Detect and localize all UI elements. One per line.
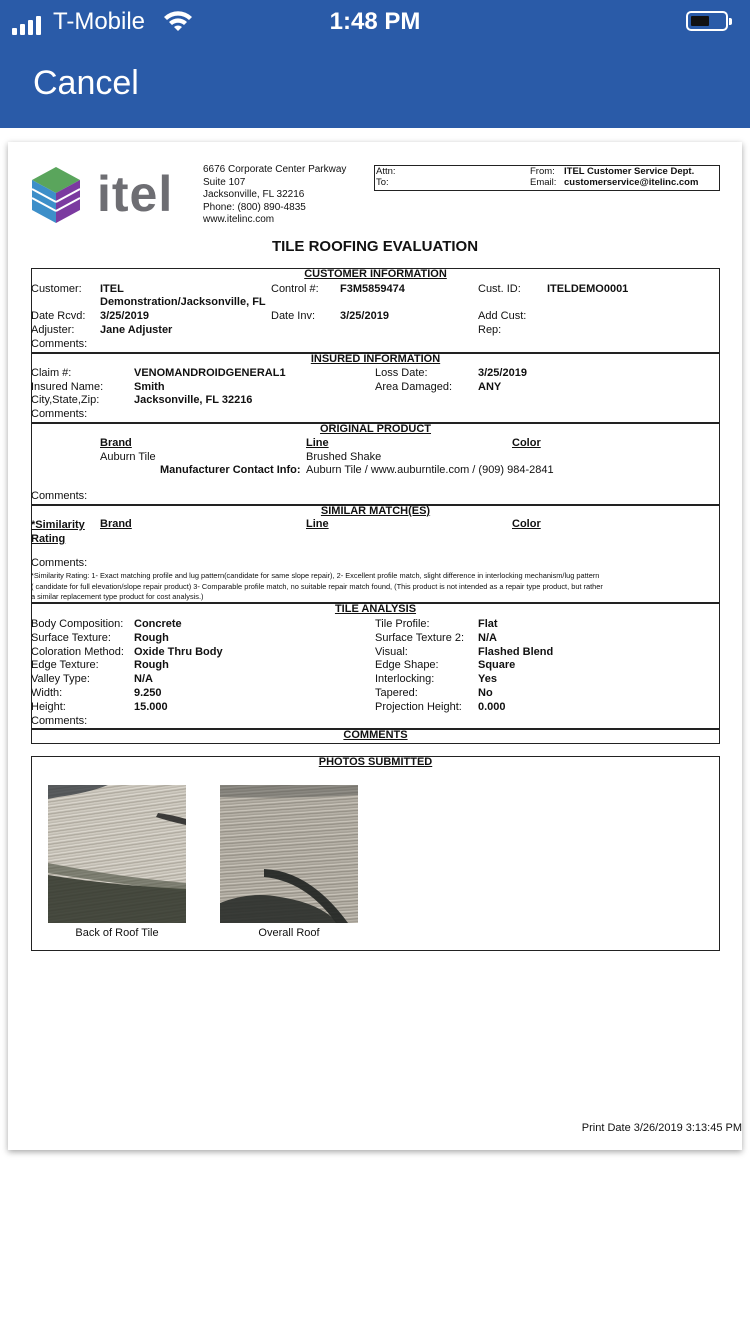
photo-overall-roof[interactable] (220, 785, 358, 923)
analysis-value: N/A (134, 673, 153, 686)
loss-date-label: Loss Date: (375, 367, 428, 379)
to-label: To: (376, 177, 389, 188)
analysis-label: Edge Texture: (31, 659, 99, 672)
photo-shading (220, 785, 358, 923)
analysis-value: N/A (478, 631, 497, 644)
analysis-value: Rough (134, 659, 169, 672)
attn-label: Attn: (376, 166, 396, 177)
itel-logo-icon (30, 167, 82, 223)
insured-name-value: Smith (134, 381, 165, 393)
similarity-footnote-line-3: a similar replacement type product for cost analysis.) (31, 592, 204, 601)
customer-value-2: Demonstration/Jacksonville, FL (100, 296, 266, 308)
similar-match-heading: SIMILAR MATCH(ES) (320, 505, 431, 517)
similar-comments-label: Comments: (31, 557, 88, 569)
attn-to-labels (376, 166, 396, 188)
city-state-zip-value: Jacksonville, FL 32216 (134, 394, 253, 406)
analysis-value: 9.250 (134, 686, 162, 699)
tile-comments-label: Comments: (31, 714, 88, 727)
analysis-label: Surface Texture: (31, 631, 111, 644)
add-cust-label: Add Cust: (478, 310, 527, 322)
analysis-label: Tile Profile: (375, 618, 430, 630)
analysis-label: Width: (31, 686, 63, 699)
print-date: Print Date 3/26/2019 3:13:45 PM (581, 1122, 742, 1134)
similar-line-header: Line (306, 518, 329, 530)
date-inv-label: Date Inv: (271, 310, 316, 322)
photo-caption: Overall Roof (258, 927, 320, 939)
cust-id-value: ITELDEMO0001 (547, 283, 629, 295)
customer-info-heading: CUSTOMER INFORMATION (304, 268, 447, 280)
date-rcvd-value: 3/25/2019 (100, 310, 149, 322)
tile-analysis-right-labels (375, 618, 464, 715)
similarity-rating-header-line-1: *Similarity (31, 519, 85, 531)
from-email-values (564, 166, 698, 188)
tile-analysis-left-labels (31, 618, 124, 728)
photo-back-of-roof-tile[interactable] (48, 785, 186, 923)
original-comments-label: Comments: (31, 490, 88, 502)
color-header: Color (512, 437, 541, 449)
area-damaged-value: ANY (478, 381, 502, 393)
analysis-value: Rough (134, 631, 169, 644)
original-product-heading: ORIGINAL PRODUCT (319, 423, 432, 435)
insured-comments-label: Comments: (31, 408, 88, 420)
brand-header: Brand (100, 437, 132, 449)
line-header: Line (306, 437, 329, 449)
from-label: From: (530, 166, 555, 177)
city-state-zip-label: City,State,Zip: (31, 394, 100, 406)
rep-label: Rep: (478, 324, 502, 336)
photos-heading: PHOTOS SUBMITTED (318, 756, 433, 768)
tile-analysis-left-values (134, 618, 223, 715)
customer-comments-label: Comments: (31, 338, 88, 350)
adjuster-label: Adjuster: (31, 324, 75, 336)
status-time: 1:48 PM (329, 8, 421, 35)
analysis-value: Yes (478, 673, 497, 686)
company-phone: Phone: (800) 890-4835 (203, 201, 306, 213)
analysis-label: Edge Shape: (375, 659, 439, 672)
control-value: F3M5859474 (340, 283, 405, 295)
analysis-label: Body Composition: (31, 618, 124, 630)
photo-caption: Back of Roof Tile (75, 927, 159, 939)
logo-text: itel (97, 166, 174, 222)
company-web: www.itelinc.com (203, 214, 275, 225)
analysis-value: Flat (478, 618, 498, 630)
analysis-label: Projection Height: (375, 700, 462, 713)
comments-heading: COMMENTS (343, 729, 408, 741)
similarity-rating-header-line-2: Rating (31, 533, 66, 545)
claim-value: VENOMANDROIDGENERAL1 (134, 367, 286, 379)
brand-value: Auburn Tile (100, 451, 156, 463)
tile-analysis-heading: TILE ANALYSIS (334, 603, 417, 615)
analysis-value: Square (478, 659, 516, 672)
analysis-value: 0.000 (478, 700, 506, 713)
company-address (203, 164, 346, 227)
report-title: TILE ROOFING EVALUATION (271, 238, 479, 255)
address-line-1: 6676 Corporate Center Parkway (203, 164, 347, 175)
email-label: Email: (530, 177, 557, 188)
customer-value: ITEL (100, 283, 124, 295)
loss-date-value: 3/25/2019 (478, 367, 527, 379)
address-line-2: Suite 107 (203, 176, 246, 188)
analysis-label: Coloration Method: (31, 645, 124, 658)
similar-brand-header: Brand (100, 518, 132, 530)
similarity-rating-header (31, 518, 85, 546)
control-label: Control #: (271, 283, 319, 295)
analysis-label: Valley Type: (31, 673, 90, 686)
address-city: Jacksonville, FL 32216 (203, 189, 305, 200)
date-inv-value: 3/25/2019 (340, 310, 389, 322)
cust-id-label: Cust. ID: (478, 283, 521, 295)
adjuster-value: Jane Adjuster (100, 324, 173, 336)
photo-shading (48, 785, 186, 923)
from-value: ITEL Customer Service Dept. (564, 166, 695, 177)
analysis-label: Visual: (375, 645, 408, 658)
insured-info-heading: INSURED INFORMATION (310, 353, 441, 365)
analysis-label: Interlocking: (375, 673, 435, 686)
analysis-label: Surface Texture 2: (375, 631, 465, 644)
analysis-value: Flashed Blend (478, 645, 554, 658)
similarity-footnote-line-1: *Similarity Rating: 1- Exact matching profile and lug pattern(candidate for same slope repair), 2- Excellent profile match, slight difference in interlocking mechanism/lug pattern (31, 571, 600, 580)
carrier-name: T-Mobile (53, 8, 146, 35)
customer-label: Customer: (31, 283, 82, 295)
analysis-label: Tapered: (375, 686, 418, 699)
tile-analysis-right-values (478, 618, 553, 715)
similar-color-header: Color (512, 518, 541, 530)
from-email-labels (530, 166, 556, 188)
analysis-value: 15.000 (134, 700, 168, 713)
similarity-footnote (31, 571, 720, 603)
manufacturer-contact-value: Auburn Tile / www.auburntile.com / (909) 984-2841 (306, 464, 554, 476)
manufacturer-contact-label: Manufacturer Contact Info: (160, 464, 301, 476)
analysis-label: Height: (31, 700, 66, 713)
line-value: Brushed Shake (306, 451, 382, 463)
date-rcvd-label: Date Rcvd: (31, 310, 86, 322)
analysis-value: Concrete (134, 618, 182, 630)
analysis-value: No (478, 686, 493, 699)
claim-label: Claim #: (31, 367, 72, 379)
cancel-button[interactable]: Cancel (33, 64, 139, 102)
area-damaged-label: Area Damaged: (375, 381, 453, 393)
similarity-footnote-line-2: ( candidate for full elevation/slope repair product) 3- Comparable profile match, no suitable repair match found, (This product is not intended as a repair type product, but rather (31, 581, 603, 591)
analysis-value: Oxide Thru Body (134, 645, 223, 658)
insured-name-label: Insured Name: (31, 381, 104, 393)
email-value: customerservice@itelinc.com (564, 177, 699, 188)
